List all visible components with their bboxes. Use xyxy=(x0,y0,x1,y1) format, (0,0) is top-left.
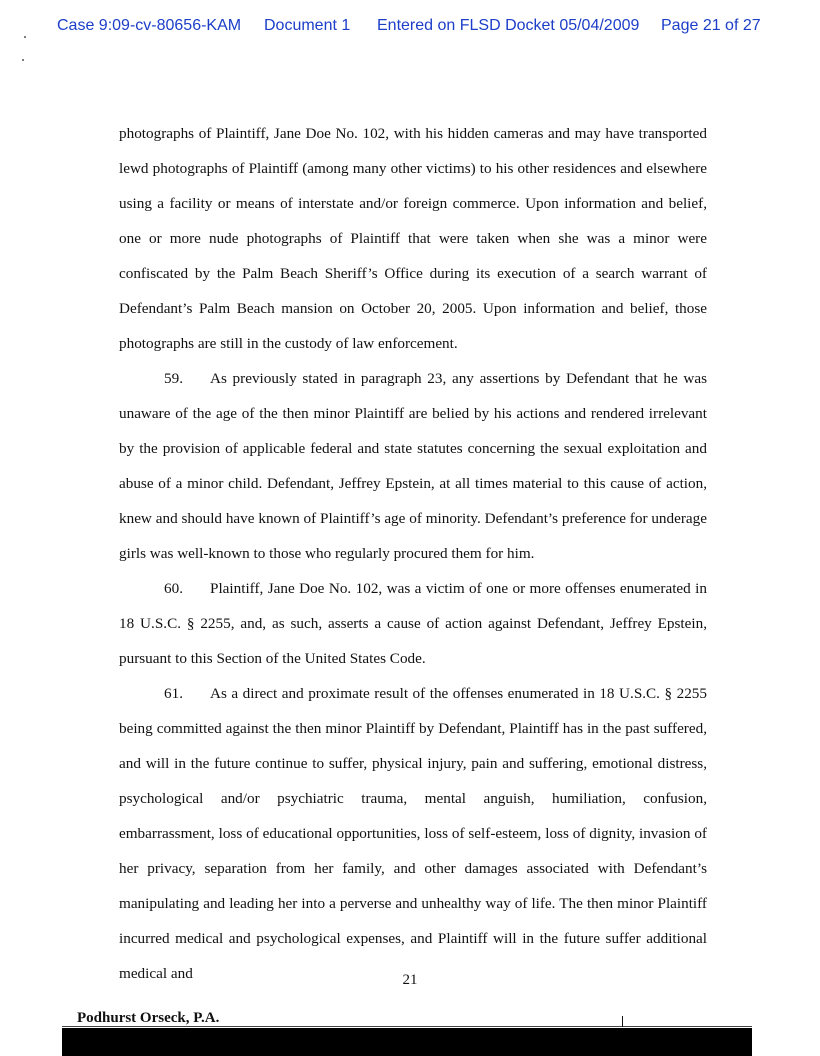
paragraph-text: As previously stated in paragraph 23, any assertions by Defendant that he was unaware of the age of the then minor Plaintiff are belied by his actions and rendered irrelevant by the provision of applicable federal and state statutes concerning the sexual exploitation and abuse of a minor child. Defendant, Jeffrey Epstein, at all times material to this cause of action, knew and should have known of Plaintiff’s age of minority. Defendant’s preference for underage girls was well-known to those who regularly procured them for him. xyxy=(119,370,707,562)
paragraph-59 xyxy=(119,361,707,571)
paragraph-number: 61. xyxy=(164,685,183,702)
document-number: Document 1 xyxy=(264,17,351,34)
scan-speck xyxy=(24,36,26,38)
footer-tick-mark xyxy=(622,1016,623,1027)
paragraph-60 xyxy=(119,571,707,676)
page-number: 21 xyxy=(402,972,418,988)
paragraph-text: Plaintiff, Jane Doe No. 102, was a victim of one or more offenses enumerated in 18 U.S.C. § 2255, and, as such, asserts a cause of action against Defendant, Jeffrey Epstein, pursuant to this Section of the United States Code. xyxy=(119,580,707,667)
redaction-bar xyxy=(62,1028,752,1056)
scan-speck xyxy=(22,59,24,61)
footer-divider xyxy=(62,1026,752,1027)
paragraph-61 xyxy=(119,676,707,991)
paragraph-number: 60. xyxy=(164,580,183,597)
docket-header xyxy=(0,17,820,41)
case-number: Case 9:09-cv-80656-KAM xyxy=(57,17,242,34)
paragraph-number: 59. xyxy=(164,370,183,387)
docket-entry-date: Entered on FLSD Docket 05/04/2009 xyxy=(377,17,640,34)
document-body xyxy=(119,116,707,991)
continued-paragraph: photographs of Plaintiff, Jane Doe No. 102, with his hidden cameras and may have transported lewd photographs of Plaintiff (among many other victims) to his other residences and elsewhere using a facility or means of interstate and/or foreign commerce. Upon information and belief, one or more nude photographs of Plaintiff that were taken when she was a minor were confiscated by the Palm Beach Sheriff’s Office during its execution of a search warrant of Defendant’s Palm Beach mansion on October 20, 2005. Upon information and belief, those photographs are still in the custody of law enforcement. xyxy=(119,125,707,352)
paragraph-text: As a direct and proximate result of the offenses enumerated in 18 U.S.C. § 2255 being committed against the then minor Plaintiff by Defendant, Plaintiff has in the past suffered, and will in the future continue to suffer, physical injury, pain and suffering, emotional distress, psychological and/or psychiatric trauma, mental anguish, humiliation, confusion, embarrassment, loss of educational opportunities, loss of self-esteem, loss of dignity, invasion of her privacy, separation from her family, and other damages associated with Defendant’s manipulating and leading her into a perverse and unhealthy way of life. The then minor Plaintiff incurred medical and psychological expenses, and Plaintiff will in the future suffer additional medical and xyxy=(119,685,707,982)
page-of-total: Page 21 of 27 xyxy=(661,17,761,34)
law-firm-footer: Podhurst Orseck, P.A. xyxy=(77,1010,220,1026)
